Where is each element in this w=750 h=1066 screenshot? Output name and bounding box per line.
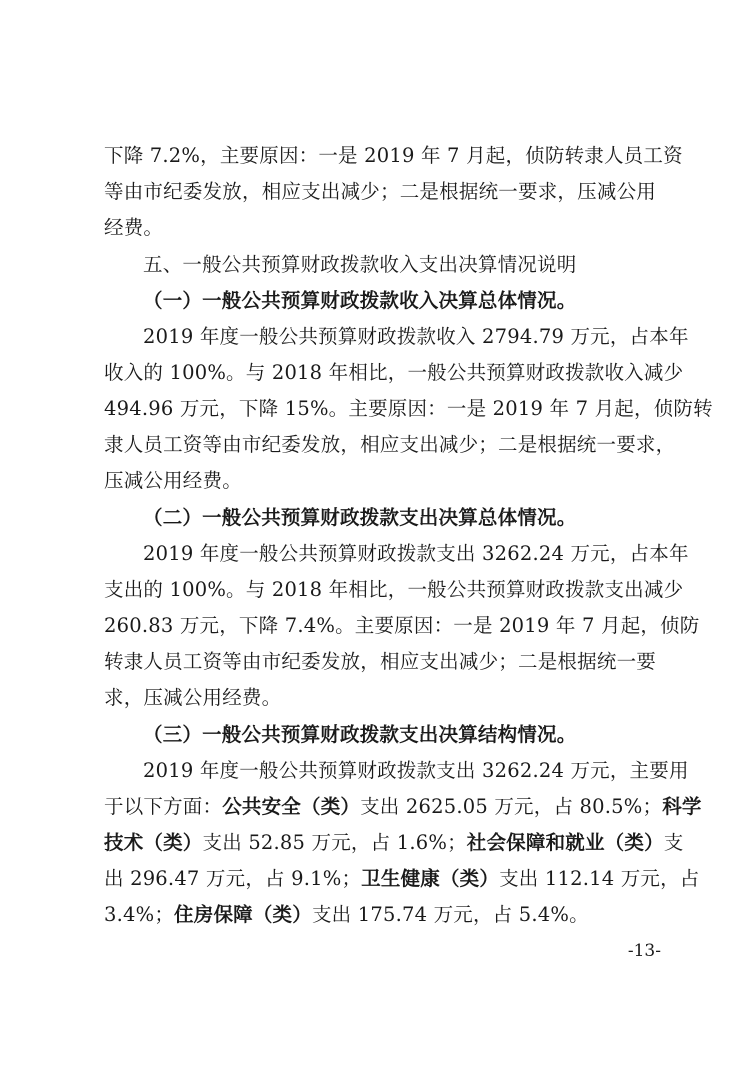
paragraph-line: 260.83 万元，下降 7.4%。主要原因：一是 2019 年 7 月起，侦防 [104, 614, 700, 637]
text-run: 支出 52.85 万元，占 1.6%； [202, 831, 467, 854]
paragraph-line: 下降 7.2%，主要原因：一是 2019 年 7 月起，侦防转隶人员工资 [104, 144, 683, 167]
text-run: 支出 112.14 万元，占 [499, 867, 700, 890]
text-run: 支出 175.74 万元，占 5.4%。 [311, 903, 589, 926]
paragraph-line: 等由市纪委发放，相应支出减少；二是根据统一要求，压减公用 [104, 180, 656, 203]
text-run: 支 [663, 831, 684, 854]
category-health: 卫生健康（类） [361, 867, 500, 890]
page-number: -13- [627, 941, 661, 961]
paragraph-line [104, 864, 700, 894]
category-science-end: 技术（类） [104, 831, 203, 854]
paragraph-line: 压减公用经费。 [104, 469, 242, 492]
category-public-safety: 公共安全（类） [222, 795, 361, 818]
subsection-heading: （二）一般公共预算财政拨款支出决算总体情况。 [143, 506, 577, 529]
subsection-heading: （三）一般公共预算财政拨款支出决算结构情况。 [143, 723, 577, 746]
paragraph-line: 2019 年度一般公共预算财政拨款收入 2794.79 万元，占本年 [143, 325, 689, 348]
text-run: 于以下方面： [104, 795, 223, 818]
category-housing: 住房保障（类） [174, 903, 312, 926]
paragraph-line: 494.96 万元，下降 15%。主要原因：一是 2019 年 7 月起，侦防转 [104, 397, 713, 420]
paragraph-line [104, 828, 684, 858]
paragraph-line: 经费。 [104, 216, 164, 239]
category-social-security: 社会保障和就业（类） [466, 831, 664, 854]
paragraph-line: 隶人员工资等由市纪委发放，相应支出减少；二是根据统一要求， [104, 433, 676, 456]
paragraph-line: 支出的 100%。与 2018 年相比，一般公共预算财政拨款支出减少 [104, 578, 684, 601]
paragraph-line: 求，压减公用经费。 [104, 686, 282, 709]
text-run: 3.4%； [104, 903, 175, 926]
paragraph-line [104, 900, 656, 930]
paragraph-line: 2019 年度一般公共预算财政拨款支出 3262.24 万元，占本年 [143, 542, 689, 565]
paragraph-line [104, 792, 702, 822]
paragraph-line: 2019 年度一般公共预算财政拨款支出 3262.24 万元，主要用 [143, 759, 689, 782]
text-run: 出 296.47 万元，占 9.1%； [104, 867, 362, 890]
text-run: 支出 2625.05 万元，占 80.5%； [360, 795, 663, 818]
category-science-start: 科学 [662, 795, 702, 818]
subsection-heading: （一）一般公共预算财政拨款收入决算总体情况。 [143, 289, 577, 312]
section-heading: 五、一般公共预算财政拨款收入支出决算情况说明 [143, 253, 577, 276]
paragraph-line: 收入的 100%。与 2018 年相比，一般公共预算财政拨款收入减少 [104, 361, 684, 384]
paragraph-line: 转隶人员工资等由市纪委发放，相应支出减少；二是根据统一要 [104, 650, 656, 673]
